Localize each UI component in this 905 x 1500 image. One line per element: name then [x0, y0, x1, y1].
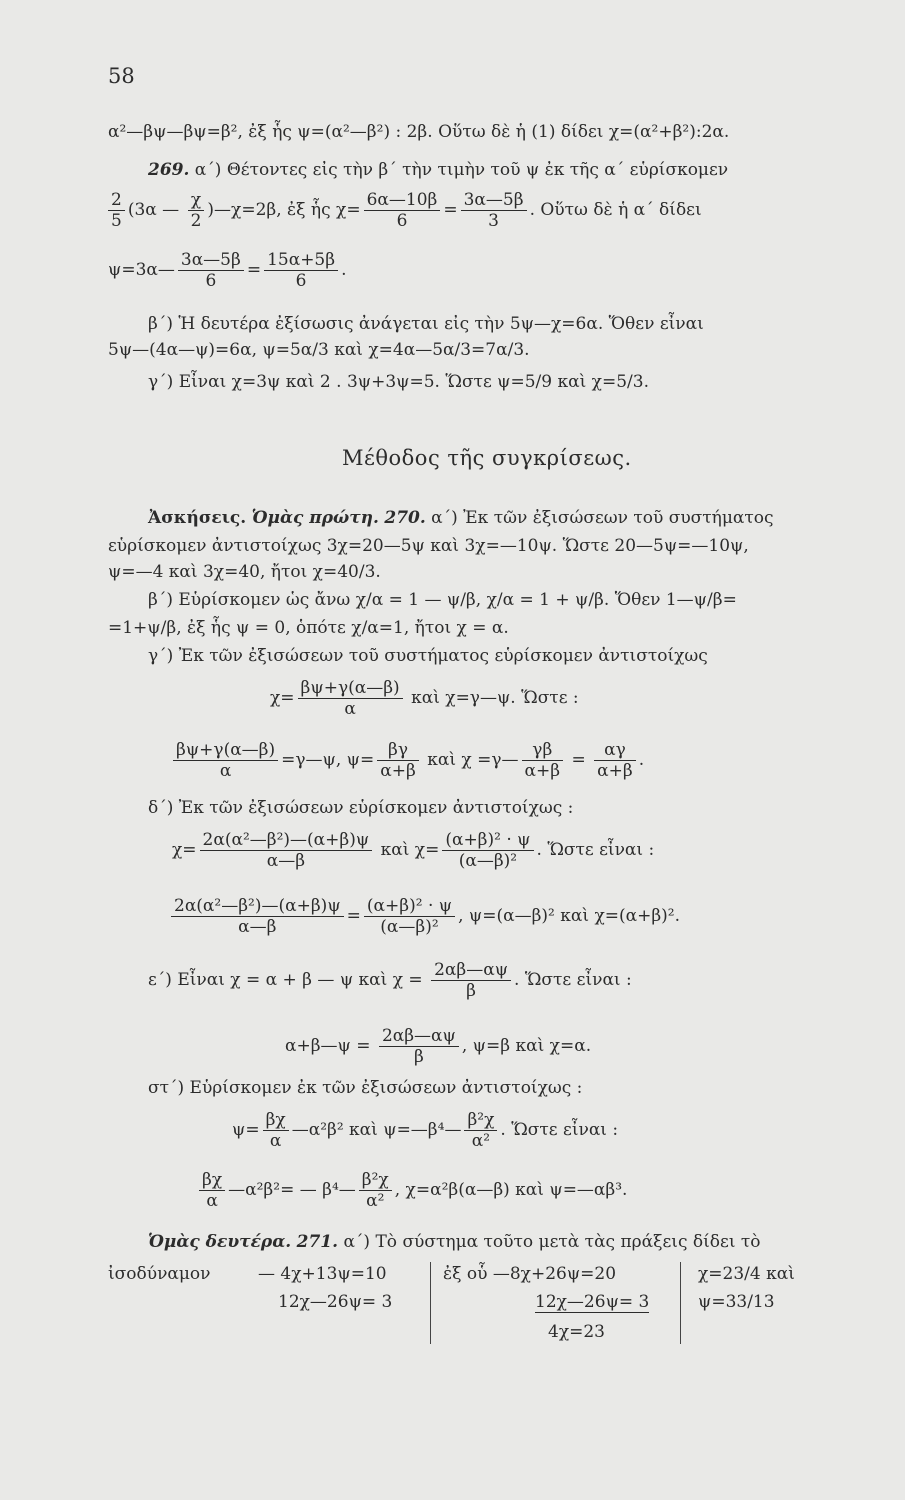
equation-line: ε΄) Εἶναι χ = α + β — ψ καὶ χ = $\frac{2\alpha\beta—\alpha\psi}{\beta}$ . Ὥστε εἶναι : [148, 960, 632, 1001]
fraction: $\frac{3\alpha—5\beta}{6}$ [178, 250, 244, 291]
text-line: γ΄) Ἐκ τῶν ἐξισώσεων τοῦ συστήματος εὑρίσκομεν ἀντιστοίχως [148, 646, 708, 666]
equation-line: $\frac{\beta\chi}{\alpha}$ —α²β²= — β⁴— $\frac{\text{β²χ}}{\text{α²}}$ , χ=α²β(α—β) καὶ ψ=—αβ³. [196, 1170, 627, 1211]
system-eq-1: — 4χ+13ψ=10 [258, 1264, 387, 1284]
fraction: $\frac{\text{(α+β)² · ψ}}{\text{(α—β)²}}$ [442, 830, 533, 871]
page-number: 58 [108, 64, 135, 88]
fraction: $\frac{\chi}{2}$ [188, 190, 205, 231]
exercise-number: 271. [296, 1232, 339, 1252]
system-eq-2: 12χ—26ψ= 3 [278, 1292, 393, 1312]
text-line: =1+ψ/β, ἐξ ἧς ψ = 0, ὁπότε χ/α=1, ἤτοι χ = α. [108, 618, 509, 638]
equation-line: ψ=3α— $\frac{3\alpha—5\beta}{6}$ = $\frac{15\alpha+5\beta}{6}$ . [108, 250, 347, 291]
fraction: $\frac{\gamma\beta}{\alpha+\beta}$ [522, 740, 564, 781]
fraction: $\frac{\beta\psi+\gamma(\alpha—\beta)}{\alpha}$ [173, 740, 278, 781]
text-line: Ἀσκήσεις. Ὁμὰς πρώτη. 270. α΄) Ἐκ τῶν ἐξισώσεων τοῦ συστήματος [148, 508, 774, 528]
text-line: γ΄) Εἶναι χ=3ψ καὶ 2 . 3ψ+3ψ=5. Ὥστε ψ=5/9 καὶ χ=5/3. [148, 372, 649, 392]
text-line: α²—βψ—βψ=β², ἐξ ἧς ψ=(α²—β²) : 2β. Οὕτω δὲ ἡ (1) δίδει χ=(α²+β²):2α. [108, 122, 730, 142]
text-line: 269. α΄) Θέτοντες εἰς τὴν β΄ τὴν τιμὴν τοῦ ψ ἐκ τῆς α΄ εὑρίσκομεν [148, 160, 729, 180]
equation-line: $\frac{\beta\psi+\gamma(\alpha—\beta)}{\alpha}$ =γ—ψ, ψ= $\frac{\beta\gamma}{\alpha+\beta}$ καὶ χ =γ— $\frac{\gamma\beta}{\alpha+\beta}$ = $\frac{\alpha\gamma}{\alpha+\beta}$ . [170, 740, 644, 781]
equation-line: χ= $\frac{\text{2α(α²—β²)—(α+β)ψ}}{\alpha—\beta}$ καὶ χ= $\frac{\text{(α+β)² · ψ}}{\text{(α—β)²}}$ . Ὥστε εἶναι : [172, 830, 655, 871]
column-divider [680, 1262, 681, 1344]
column-divider [430, 1262, 431, 1344]
system-eq-4: 12χ—26ψ= 3 [535, 1292, 650, 1312]
text-line: β΄) Ἡ δευτέρα ἐξίσωσις ἀνάγεται εἰς τὴν 5ψ—χ=6α. Ὅθεν εἶναι [148, 314, 704, 334]
section-heading: Μέθοδος τῆς συγκρίσεως. [342, 446, 632, 470]
fraction: $\frac{\beta\chi}{\alpha}$ [199, 1170, 225, 1211]
text-line: δ΄) Ἐκ τῶν ἐξισώσεων εὑρίσκομεν ἀντιστοίχως : [148, 798, 574, 818]
fraction: $\frac{15\alpha+5\beta}{6}$ [264, 250, 338, 291]
exercise-number: 270. [384, 508, 426, 528]
text-line: 5ψ—(4α—ψ)=6α, ψ=5α/3 καὶ χ=4α—5α/3=7α/3. [108, 340, 530, 360]
text-line: Ὁμὰς δευτέρα. 271. α΄) Τὸ σύστημα τοῦτο μετὰ τὰς πράξεις δίδει τὸ [148, 1232, 761, 1252]
fraction: $\frac{\text{2α(α²—β²)—(α+β)ψ}}{\alpha—\beta}$ [171, 896, 344, 937]
text-line: ἰσοδύναμον [108, 1264, 211, 1284]
equation-line: α+β—ψ = $\frac{2\alpha\beta—\alpha\psi}{\beta}$ , ψ=β καὶ χ=α. [285, 1026, 592, 1067]
fraction: $\frac{\beta\gamma}{\alpha+\beta}$ [377, 740, 419, 781]
fraction: $\frac{3\alpha—5\beta}{3}$ [461, 190, 527, 231]
fraction: $\frac{\text{β²χ}}{\text{α²}}$ [359, 1170, 392, 1211]
solution-x: χ=23/4 καὶ [698, 1264, 795, 1284]
fraction: $\frac{2}{5}$ [108, 190, 125, 231]
fraction: $\frac{\beta\psi+\gamma(\alpha—\beta)}{\alpha}$ [298, 678, 403, 719]
equation-line: χ= $\frac{\beta\psi+\gamma(\alpha—\beta)}{\alpha}$ καὶ χ=γ—ψ. Ὥστε : [270, 678, 579, 719]
equation-line: $\frac{\text{2α(α²—β²)—(α+β)ψ}}{\alpha—\beta}$ = $\frac{\text{(α+β)² · ψ}}{\text{(α—β)²}}$ , ψ=(α—β)² καὶ χ=(α+β)². [168, 896, 680, 937]
equation-line: ψ= $\frac{\beta\chi}{\alpha}$ —α²β² καὶ ψ=—β⁴— $\frac{\text{β²χ}}{\text{α²}}$ . Ὥστε εἶναι : [232, 1110, 619, 1151]
fraction: $\frac{2\alpha\beta—\alpha\psi}{\beta}$ [431, 960, 511, 1001]
fraction: $\frac{2\alpha\beta—\alpha\psi}{\beta}$ [379, 1026, 459, 1067]
fraction: $\frac{\text{β²χ}}{\text{α²}}$ [464, 1110, 497, 1151]
solution-y: ψ=33/13 [698, 1292, 775, 1312]
exercise-number: 269. [148, 160, 190, 180]
system-eq-5: 4χ=23 [548, 1322, 605, 1342]
text-line: ψ=—4 καὶ 3χ=40, ἤτοι χ=40/3. [108, 562, 381, 582]
fraction: $\frac{\text{(α+β)² · ψ}}{\text{(α—β)²}}$ [364, 896, 455, 937]
text-line: στ΄) Εὑρίσκομεν ἐκ τῶν ἐξισώσεων ἀντιστοίχως : [148, 1078, 583, 1098]
text-line: εὑρίσκομεν ἀντιστοίχως 3χ=20—5ψ καὶ 3χ=—10ψ. Ὥστε 20—5ψ=—10ψ, [108, 536, 749, 556]
fraction: $\frac{\alpha\gamma}{\alpha+\beta}$ [594, 740, 636, 781]
system-eq-3: ἐξ οὗ —8χ+26ψ=20 [443, 1264, 617, 1284]
fraction: $\frac{6\alpha—10\beta}{6}$ [364, 190, 441, 231]
fraction: $\frac{\beta\chi}{\alpha}$ [263, 1110, 289, 1151]
equation-line: $\frac{2}{5}$ (3α — $\frac{\chi}{2}$ )—χ=2β, ἐξ ἧς χ= $\frac{6\alpha—10\beta}{6}$ = $\frac{3\alpha—5\beta}{3}$ . Οὕτω δὲ ἡ α΄ δίδει [105, 190, 702, 231]
text-line: β΄) Εὑρίσκομεν ὡς ἄνω χ/α = 1 — ψ/β, χ/α = 1 + ψ/β. Ὅθεν 1—ψ/β= [148, 590, 737, 610]
fraction: $\frac{\text{2α(α²—β²)—(α+β)ψ}}{\alpha—\beta}$ [200, 830, 373, 871]
